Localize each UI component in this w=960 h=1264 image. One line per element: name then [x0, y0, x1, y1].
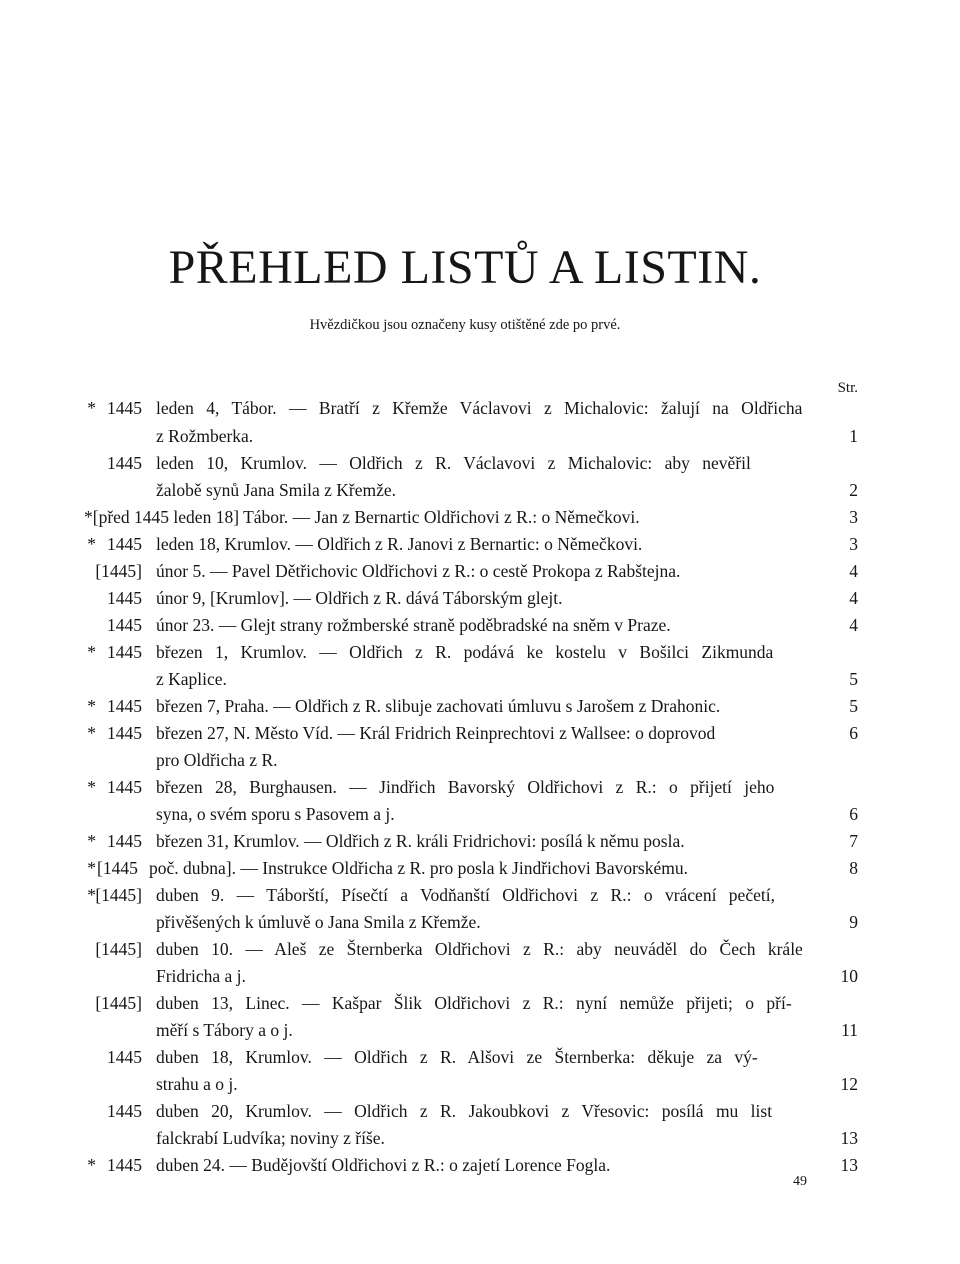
entry-text: přivěšených k úmluvě o Jana Smila z Křemže.	[156, 912, 481, 932]
new-edition-marker: *	[87, 398, 96, 418]
page-number: 6	[849, 804, 858, 824]
entry-text: únor 5. — Pavel Dětřichovic Oldřichovi z R.: o cestě Prokopa z Rabštejna.	[156, 561, 681, 581]
new-edition-marker: *	[87, 696, 96, 716]
entry-text: březen 1, Krumlov. — Oldřich z R. podává ke kostelu v Bošilci Zikmunda	[156, 642, 774, 662]
new-edition-marker: *	[87, 777, 96, 797]
entry-text: syna, o svém sporu s Pasovem a j.	[156, 804, 395, 824]
page-number: 13	[840, 1128, 858, 1148]
entry-year: 1445	[107, 831, 142, 851]
entry-year: 1445	[107, 723, 142, 743]
entry-text: únor 23. — Glejt strany rožmberské straně poděbradské na sněm v Praze.	[156, 615, 671, 635]
entry-line	[0, 1017, 960, 1043]
page-number: 4	[849, 588, 858, 608]
entry-year: 1445	[107, 696, 142, 716]
entry-line	[0, 450, 960, 476]
entry-year: [1445]	[95, 993, 142, 1013]
entry-line	[0, 1125, 960, 1151]
entry-text: strahu a o j.	[156, 1074, 238, 1094]
page-number: 3	[849, 534, 858, 554]
entry-year: [1445]	[95, 885, 142, 905]
entry-text: pro Oldřicha z R.	[156, 750, 278, 770]
page-number: 1	[849, 426, 858, 446]
entry-line	[0, 639, 960, 665]
entry-line	[0, 801, 960, 827]
entry-year: 1445	[107, 398, 142, 418]
entry-text: duben 20, Krumlov. — Oldřich z R. Jakoubkovi z Vřesovic: posílá mu list	[156, 1101, 773, 1121]
entry-year: 1445	[107, 588, 142, 608]
entry-line	[0, 990, 960, 1016]
page-number: 4	[849, 561, 858, 581]
page-number: 8	[849, 858, 858, 878]
page-number: 5	[849, 669, 858, 689]
page-number: 5	[849, 696, 858, 716]
new-edition-marker: *	[87, 885, 96, 905]
entry-year: 1445	[107, 534, 142, 554]
entry-text: z Rožmberka.	[156, 426, 254, 446]
new-edition-marker: *	[87, 1155, 96, 1175]
entry-year: 1445	[107, 1047, 142, 1067]
page-number: 6	[849, 723, 858, 743]
entry-text: březen 27, N. Město Víd. — Král Fridrich Reinprechtovi z Wallsee: o doprovod	[156, 723, 716, 743]
page-number: 13	[840, 1155, 858, 1175]
page-number: 12	[840, 1074, 858, 1094]
entry-line	[0, 558, 960, 584]
page-number: 7	[849, 831, 858, 851]
entry-text: leden 10, Krumlov. — Oldřich z R. Václavovi z Michalovic: aby nevěřil	[156, 453, 751, 473]
entry-line	[0, 531, 960, 557]
entry-text: duben 24. — Budějovští Oldřichovi z R.: o zajetí Lorence Fogla.	[156, 1155, 611, 1175]
entry-text: únor 9, [Krumlov]. — Oldřich z R. dává Táborským glejt.	[156, 588, 563, 608]
entry-line	[0, 963, 960, 989]
entry-text: leden 18, Krumlov. — Oldřich z R. Janovi z Bernartic: o Němečkovi.	[156, 534, 643, 554]
entry-line	[0, 693, 960, 719]
entry-text: duben 13, Linec. — Kašpar Šlik Oldřichovi z R.: nyní nemůže přijeti; o pří-	[156, 993, 792, 1013]
page-number: 3	[849, 507, 858, 527]
entry-year: [1445	[97, 858, 138, 878]
entry-year: 1445	[107, 1101, 142, 1121]
entry-line	[0, 504, 960, 530]
entry-year: [1445]	[95, 939, 142, 959]
page-number: 2	[849, 480, 858, 500]
entry-text: měří s Tábory a o j.	[156, 1020, 293, 1040]
entry-text: falckrabí Ludvíka; noviny z říše.	[156, 1128, 385, 1148]
new-edition-marker: *	[87, 642, 96, 662]
page-number: 4	[849, 615, 858, 635]
entry-line	[0, 1071, 960, 1097]
entry-text: Fridricha a j.	[156, 966, 246, 986]
page-subtitle: Hvězdičkou jsou označeny kusy otištěné zde po prvé.	[309, 317, 621, 333]
new-edition-marker: *	[87, 723, 96, 743]
entry-line	[0, 882, 960, 908]
entry-text: březen 31, Krumlov. — Oldřich z R. králi Fridrichovi: posílá k němu posla.	[156, 831, 685, 851]
entry-line	[0, 585, 960, 611]
new-edition-marker: *	[87, 534, 96, 554]
page-number: 10	[840, 966, 858, 986]
entry-line	[0, 909, 960, 935]
entry-line	[0, 395, 960, 421]
page-number: 9	[849, 912, 858, 932]
entry-year: [1445]	[95, 561, 142, 581]
entry-line	[0, 747, 960, 773]
entry-line	[0, 774, 960, 800]
new-edition-marker: *	[87, 831, 96, 851]
entry-line	[0, 720, 960, 746]
page-title: PŘEHLED LISTŮ A LISTIN.	[168, 241, 762, 294]
page-column-header: Str.	[837, 380, 858, 396]
entry-line	[0, 936, 960, 962]
entry-text: žalobě synů Jana Smila z Křemže.	[156, 480, 397, 500]
entry-year: 1445	[107, 615, 142, 635]
entry-line	[0, 477, 960, 503]
entry-text: březen 28, Burghausen. — Jindřich Bavorský Oldřichovi z R.: o přijetí jeho	[156, 777, 775, 797]
new-edition-marker: *	[87, 858, 96, 878]
entry-text: duben 18, Krumlov. — Oldřich z R. Alšovi ze Šternberka: děkuje za vý-	[156, 1047, 758, 1067]
entry-text: poč. dubna]. — Instrukce Oldřicha z R. pro posla k Jindřichovi Bavorskému.	[149, 858, 688, 878]
entry-text: *[před 1445 leden 18] Tábor. — Jan z Bernartic Oldřichovi z R.: o Němečkovi.	[84, 507, 640, 527]
entry-line	[0, 1098, 960, 1124]
entry-line	[0, 1044, 960, 1070]
entry-line	[0, 423, 960, 449]
entry-line	[0, 855, 960, 881]
entry-line	[0, 612, 960, 638]
entry-text: březen 7, Praha. — Oldřich z R. slibuje zachovati úmluvu s Jarošem z Drahonic.	[156, 696, 721, 716]
folio-number: 49	[793, 1174, 807, 1189]
entry-text: duben 10. — Aleš ze Šternberka Oldřichovi z R.: aby neuváděl do Čech krále	[156, 939, 803, 959]
entry-text: z Kaplice.	[156, 669, 227, 689]
entry-text: leden 4, Tábor. — Bratří z Křemže Václavovi z Michalovic: žalují na Oldřicha	[156, 398, 803, 418]
entry-line	[0, 666, 960, 692]
entry-line	[0, 828, 960, 854]
entry-year: 1445	[107, 642, 142, 662]
page-number: 11	[841, 1020, 858, 1040]
entry-year: 1445	[107, 453, 142, 473]
entry-year: 1445	[107, 1155, 142, 1175]
entry-year: 1445	[107, 777, 142, 797]
entry-text: duben 9. — Táborští, Písečtí a Vodňanští Oldřichovi z R.: o vrácení pečetí,	[156, 885, 775, 905]
